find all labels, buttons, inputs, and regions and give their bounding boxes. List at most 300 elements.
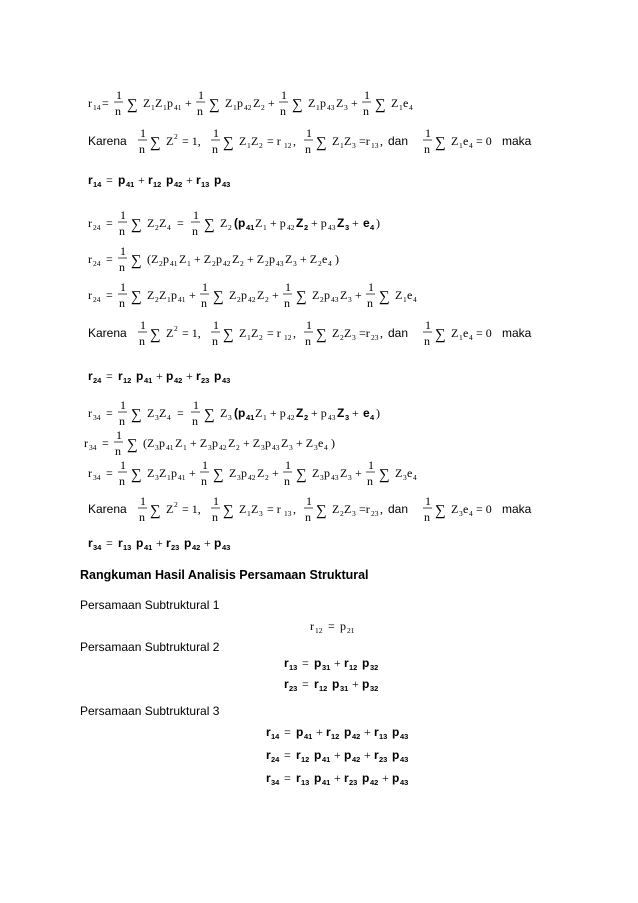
svg-text:13: 13 xyxy=(379,732,388,741)
svg-text:Z: Z xyxy=(175,436,183,450)
svg-text:r: r xyxy=(310,619,314,633)
svg-text:2: 2 xyxy=(340,333,344,342)
svg-text:+: + xyxy=(334,748,341,762)
svg-text:=: = xyxy=(284,771,291,785)
svg-text:Z: Z xyxy=(257,288,265,302)
svg-text:Z: Z xyxy=(220,216,228,230)
svg-text:12: 12 xyxy=(284,333,292,342)
svg-text:p: p xyxy=(166,173,174,187)
math-r14-result xyxy=(88,170,288,194)
svg-text:,: , xyxy=(380,326,383,340)
subtruktural-1-equation xyxy=(310,618,390,638)
svg-text:2: 2 xyxy=(304,223,309,232)
svg-text:4: 4 xyxy=(409,103,413,112)
svg-text:1: 1 xyxy=(364,88,370,102)
svg-text:p: p xyxy=(296,725,304,739)
svg-text:24: 24 xyxy=(93,259,101,268)
svg-text:n: n xyxy=(201,296,207,310)
svg-text:24: 24 xyxy=(93,295,101,304)
svg-text:r: r xyxy=(314,677,319,691)
svg-text:3: 3 xyxy=(348,295,352,304)
svg-text:3: 3 xyxy=(228,413,232,422)
svg-text:p: p xyxy=(241,288,247,302)
svg-text:42: 42 xyxy=(192,543,201,552)
svg-text:1: 1 xyxy=(213,126,219,140)
svg-text:1: 1 xyxy=(213,494,219,508)
svg-text:e: e xyxy=(407,288,413,302)
svg-text:n: n xyxy=(367,474,373,488)
svg-text:=: = xyxy=(106,536,113,550)
svg-text:42: 42 xyxy=(370,778,379,787)
svg-text:p: p xyxy=(392,748,400,762)
svg-text:24: 24 xyxy=(93,376,102,385)
subtruktural-3-equation-3 xyxy=(266,769,466,789)
svg-text:41: 41 xyxy=(178,473,186,482)
svg-text:+: + xyxy=(138,173,145,187)
svg-text:2: 2 xyxy=(228,223,232,232)
svg-text:p: p xyxy=(163,252,169,266)
svg-text:p: p xyxy=(214,536,222,550)
svg-text:r: r xyxy=(118,536,123,550)
svg-text:n: n xyxy=(115,444,121,458)
svg-text:r: r xyxy=(88,96,92,110)
svg-text:,: , xyxy=(293,326,296,340)
svg-text:41: 41 xyxy=(246,413,255,422)
svg-text:r: r xyxy=(166,536,171,550)
svg-text:1: 1 xyxy=(202,280,208,294)
svg-text:41: 41 xyxy=(178,295,186,304)
svg-text:4: 4 xyxy=(167,413,171,422)
svg-text:2: 2 xyxy=(236,443,240,452)
svg-text:∑: ∑ xyxy=(379,467,390,483)
svg-text:Z: Z xyxy=(395,466,403,480)
svg-text:= 1,: = 1, xyxy=(182,326,201,340)
svg-text:Z: Z xyxy=(344,326,352,340)
math-r24-line3 xyxy=(88,280,448,320)
svg-text:Z: Z xyxy=(253,96,261,110)
math-r34-line3 xyxy=(88,458,448,498)
equation-r24-result xyxy=(88,366,288,390)
svg-text:31: 31 xyxy=(340,684,349,693)
svg-text:2: 2 xyxy=(240,259,244,268)
svg-text:= 0: = 0 xyxy=(476,502,492,516)
svg-text:12: 12 xyxy=(301,755,310,764)
svg-text:+: + xyxy=(186,173,193,187)
svg-text:n: n xyxy=(284,296,290,310)
svg-text:r: r xyxy=(88,173,93,187)
svg-text:34: 34 xyxy=(89,443,97,452)
svg-text:∑: ∑ xyxy=(150,135,161,151)
svg-text:p: p xyxy=(344,748,352,762)
svg-text:1: 1 xyxy=(120,458,126,472)
svg-text:∑: ∑ xyxy=(435,503,446,519)
svg-text:Z: Z xyxy=(332,326,340,340)
svg-text:42: 42 xyxy=(248,295,256,304)
svg-text:∑: ∑ xyxy=(379,289,390,305)
svg-text:=: = xyxy=(177,216,184,230)
svg-text:+ Z: + Z xyxy=(194,252,212,266)
svg-text:42: 42 xyxy=(287,413,295,422)
svg-text:Z: Z xyxy=(229,466,237,480)
word-dan: dan xyxy=(388,502,409,516)
svg-text:+ Z: + Z xyxy=(296,436,314,450)
svg-text:n: n xyxy=(305,334,311,348)
svg-text:2: 2 xyxy=(259,141,263,150)
svg-text:p: p xyxy=(237,96,243,110)
math-sub3-eq2 xyxy=(266,746,466,766)
svg-text:Z: Z xyxy=(332,502,340,516)
svg-text:n: n xyxy=(119,414,125,428)
svg-text:Z: Z xyxy=(239,134,247,148)
svg-text:1: 1 xyxy=(167,473,171,482)
svg-text:(Z: (Z xyxy=(147,252,159,266)
svg-text:+: + xyxy=(156,536,163,550)
svg-text:Z: Z xyxy=(308,96,316,110)
svg-text:3: 3 xyxy=(348,473,352,482)
svg-text:): ) xyxy=(376,216,380,230)
svg-text:43: 43 xyxy=(328,413,336,422)
svg-text:42: 42 xyxy=(174,180,183,189)
svg-text:2: 2 xyxy=(155,223,159,232)
svg-text:p: p xyxy=(265,436,271,450)
svg-text:32: 32 xyxy=(370,663,379,672)
equation-r14-result xyxy=(88,170,288,194)
svg-text:42: 42 xyxy=(223,259,231,268)
svg-text:,: , xyxy=(380,134,383,148)
svg-text:p: p xyxy=(214,369,222,383)
svg-text:e: e xyxy=(322,252,328,266)
equation-r34-condition xyxy=(88,494,548,534)
svg-text:n: n xyxy=(119,296,125,310)
svg-text:2: 2 xyxy=(265,295,269,304)
svg-text:Z: Z xyxy=(251,326,259,340)
svg-text:Z: Z xyxy=(395,288,403,302)
word-maka: maka xyxy=(502,502,532,516)
subtruktural-2-equation-1 xyxy=(284,654,424,674)
math-sub3-eq1 xyxy=(266,723,466,743)
svg-text:1: 1 xyxy=(399,103,403,112)
svg-text:= r: = r xyxy=(267,134,281,148)
svg-text:3: 3 xyxy=(155,413,159,422)
svg-text:24: 24 xyxy=(93,223,101,232)
svg-text:e: e xyxy=(407,466,413,480)
math-r24-result xyxy=(88,366,288,390)
svg-text:r: r xyxy=(88,369,93,383)
svg-text:1: 1 xyxy=(425,318,431,332)
svg-text:1: 1 xyxy=(425,494,431,508)
svg-text:1: 1 xyxy=(340,141,344,150)
subtruktural-1-label: Persamaan Subtruktural 1 xyxy=(80,598,220,612)
svg-text:n: n xyxy=(284,474,290,488)
svg-text:Z: Z xyxy=(257,466,265,480)
subtruktural-3-equation-2 xyxy=(266,746,466,766)
svg-text:41: 41 xyxy=(322,755,331,764)
summary-heading: Rangkuman Hasil Analisis Persamaan Struktural xyxy=(80,568,369,582)
svg-text:r: r xyxy=(118,369,123,383)
svg-text:+: + xyxy=(272,466,279,480)
svg-text:43: 43 xyxy=(400,732,409,741)
svg-text:2: 2 xyxy=(265,473,269,482)
math-r24-line2 xyxy=(88,244,428,284)
svg-text:=: = xyxy=(106,216,113,230)
subtruktural-2-label: Persamaan Subtruktural 2 xyxy=(80,640,220,654)
equation-r14-derivation xyxy=(88,88,448,128)
svg-text:41: 41 xyxy=(174,103,182,112)
svg-text:r: r xyxy=(88,406,92,420)
svg-text:n: n xyxy=(367,296,373,310)
svg-text:1: 1 xyxy=(202,458,208,472)
svg-text:+: + xyxy=(355,466,362,480)
svg-text:41: 41 xyxy=(322,778,331,787)
svg-text:n: n xyxy=(363,104,369,118)
svg-text:+: + xyxy=(351,96,358,110)
svg-text:p: p xyxy=(212,436,218,450)
svg-text:Z: Z xyxy=(336,96,344,110)
svg-text:n: n xyxy=(212,142,218,156)
svg-text:p: p xyxy=(314,656,322,670)
svg-text:34: 34 xyxy=(93,413,101,422)
svg-text:Z: Z xyxy=(159,406,167,420)
svg-text:2: 2 xyxy=(237,295,241,304)
svg-text:Z: Z xyxy=(179,252,187,266)
svg-text:p: p xyxy=(136,536,144,550)
svg-text:1: 1 xyxy=(425,126,431,140)
svg-text:Z: Z xyxy=(391,96,399,110)
svg-text:2: 2 xyxy=(318,259,322,268)
svg-text:∑: ∑ xyxy=(435,135,446,151)
svg-text:=: = xyxy=(106,252,113,266)
svg-text:n: n xyxy=(119,260,125,274)
svg-text:∑: ∑ xyxy=(296,289,307,305)
svg-text:p: p xyxy=(362,771,370,785)
svg-text:41: 41 xyxy=(144,543,153,552)
word-dan: dan xyxy=(388,134,409,148)
svg-text:23: 23 xyxy=(349,778,358,787)
svg-text:p: p xyxy=(324,288,330,302)
svg-text:Z: Z xyxy=(166,502,174,516)
svg-text:41: 41 xyxy=(246,223,255,232)
svg-text:4: 4 xyxy=(469,509,473,518)
svg-text:∑: ∑ xyxy=(213,467,224,483)
svg-text:n: n xyxy=(192,414,198,428)
svg-text:12: 12 xyxy=(331,732,340,741)
svg-text:=: = xyxy=(328,619,335,633)
svg-text:n: n xyxy=(305,142,311,156)
svg-text:(p: (p xyxy=(234,406,246,420)
svg-text:Z: Z xyxy=(166,134,174,148)
svg-text:12: 12 xyxy=(284,141,292,150)
svg-text:+ Z: + Z xyxy=(247,252,265,266)
svg-text:+: + xyxy=(268,96,275,110)
svg-text:e: e xyxy=(463,502,469,516)
svg-text:p: p xyxy=(269,252,275,266)
svg-text:+: + xyxy=(316,725,323,739)
equation-r24-condition xyxy=(88,318,548,358)
svg-text:41: 41 xyxy=(166,443,174,452)
svg-text:∑: ∑ xyxy=(127,437,138,453)
svg-text:Z: Z xyxy=(251,134,259,148)
svg-text:+: + xyxy=(272,288,279,302)
svg-text:∑: ∑ xyxy=(150,503,161,519)
svg-text:3: 3 xyxy=(259,509,263,518)
svg-text:1: 1 xyxy=(306,126,312,140)
svg-text:43: 43 xyxy=(331,295,339,304)
svg-text:n: n xyxy=(424,510,430,524)
svg-text:2: 2 xyxy=(340,509,344,518)
svg-text:Z: Z xyxy=(159,288,167,302)
svg-text:Z: Z xyxy=(239,326,247,340)
svg-text:= 1,: = 1, xyxy=(182,134,201,148)
svg-text:Z: Z xyxy=(285,252,293,266)
svg-text:r: r xyxy=(88,288,92,302)
svg-text:Z: Z xyxy=(239,502,247,516)
svg-text:e: e xyxy=(318,436,324,450)
svg-text:4: 4 xyxy=(413,295,417,304)
svg-text:Z: Z xyxy=(344,134,352,148)
svg-text:=: = xyxy=(106,369,113,383)
svg-text:Z: Z xyxy=(159,216,167,230)
svg-text:=: = xyxy=(106,173,113,187)
svg-text:1: 1 xyxy=(120,244,126,258)
equation-r34-line3 xyxy=(88,458,448,498)
svg-text:3: 3 xyxy=(208,443,212,452)
word-maka: maka xyxy=(502,326,532,340)
svg-text:4: 4 xyxy=(370,223,375,232)
svg-text:Z: Z xyxy=(337,406,345,420)
svg-text:1: 1 xyxy=(213,318,219,332)
svg-text:+ Z: + Z xyxy=(243,436,261,450)
svg-text:3: 3 xyxy=(352,509,356,518)
svg-text:r: r xyxy=(88,466,92,480)
svg-text:3: 3 xyxy=(293,259,297,268)
svg-text:r: r xyxy=(344,771,349,785)
svg-text:42: 42 xyxy=(287,223,295,232)
svg-text:23: 23 xyxy=(379,755,388,764)
svg-text:Z: Z xyxy=(143,96,151,110)
svg-text:4: 4 xyxy=(328,259,332,268)
svg-text:Z: Z xyxy=(220,406,228,420)
svg-text:12: 12 xyxy=(349,663,358,672)
svg-text:r: r xyxy=(196,369,201,383)
svg-text:p: p xyxy=(344,725,352,739)
svg-text:3: 3 xyxy=(345,413,350,422)
svg-text:42: 42 xyxy=(352,732,361,741)
svg-text:41: 41 xyxy=(144,376,153,385)
svg-text:∑: ∑ xyxy=(204,217,215,233)
svg-text:2: 2 xyxy=(174,324,178,333)
svg-text:23: 23 xyxy=(371,333,379,342)
svg-text:43: 43 xyxy=(222,180,231,189)
svg-text:34: 34 xyxy=(93,473,101,482)
svg-text:=: = xyxy=(106,466,113,480)
svg-text:r: r xyxy=(344,656,349,670)
svg-text:= r: = r xyxy=(267,502,281,516)
svg-text:43: 43 xyxy=(222,376,231,385)
svg-text:1: 1 xyxy=(116,428,122,442)
svg-text:Z: Z xyxy=(340,466,348,480)
svg-text:24: 24 xyxy=(271,755,280,764)
svg-text:r: r xyxy=(196,173,201,187)
svg-text:13: 13 xyxy=(289,663,298,672)
svg-text:=: = xyxy=(302,677,309,691)
svg-text:23: 23 xyxy=(201,376,210,385)
math-sub2-eq2 xyxy=(284,675,424,695)
svg-text:∑: ∑ xyxy=(223,135,234,151)
svg-text:1: 1 xyxy=(247,509,251,518)
svg-text:1: 1 xyxy=(403,295,407,304)
svg-text:42: 42 xyxy=(219,443,227,452)
svg-text:Z: Z xyxy=(344,502,352,516)
subtruktural-2-equation-2 xyxy=(284,675,424,695)
equation-r14-condition xyxy=(88,126,548,166)
svg-text:r: r xyxy=(374,748,379,762)
svg-text:n: n xyxy=(212,510,218,524)
svg-text:∑: ∑ xyxy=(292,97,303,113)
svg-text:3: 3 xyxy=(345,223,350,232)
svg-text:1: 1 xyxy=(151,103,155,112)
svg-text:+: + xyxy=(364,725,371,739)
svg-text:n: n xyxy=(201,474,207,488)
svg-text:3: 3 xyxy=(352,141,356,150)
svg-text:Z: Z xyxy=(251,502,259,516)
svg-text:Z: Z xyxy=(225,96,233,110)
svg-text:n: n xyxy=(424,334,430,348)
svg-text:n: n xyxy=(119,474,125,488)
svg-text:Z: Z xyxy=(147,216,155,230)
svg-text:3: 3 xyxy=(155,443,159,452)
svg-text:+ Z: + Z xyxy=(190,436,208,450)
svg-text:n: n xyxy=(424,142,430,156)
equation-r24-line3 xyxy=(88,280,448,320)
svg-text:r: r xyxy=(148,173,153,187)
svg-text:2: 2 xyxy=(320,295,324,304)
svg-text:∑: ∑ xyxy=(127,97,138,113)
math-r24-line1 xyxy=(88,208,448,248)
svg-text:n: n xyxy=(305,510,311,524)
svg-text:=: = xyxy=(177,406,184,420)
svg-text:43: 43 xyxy=(400,778,409,787)
svg-text:Z: Z xyxy=(228,436,236,450)
svg-text:+: + xyxy=(352,677,359,691)
svg-text:,: , xyxy=(293,502,296,516)
svg-text:Z: Z xyxy=(281,436,289,450)
svg-text:42: 42 xyxy=(352,755,361,764)
svg-text:Z: Z xyxy=(147,288,155,302)
svg-text:n: n xyxy=(115,104,121,118)
svg-text:Z: Z xyxy=(147,406,155,420)
svg-text:3: 3 xyxy=(261,443,265,452)
svg-text:n: n xyxy=(280,104,286,118)
svg-text:1: 1 xyxy=(116,88,122,102)
svg-text:Z: Z xyxy=(296,216,304,230)
svg-text:r: r xyxy=(88,252,92,266)
svg-text:Z: Z xyxy=(229,288,237,302)
svg-text:34: 34 xyxy=(93,543,102,552)
svg-text:2: 2 xyxy=(212,259,216,268)
svg-text:13: 13 xyxy=(371,141,379,150)
svg-text:p: p xyxy=(167,96,173,110)
svg-text:+: + xyxy=(204,536,211,550)
svg-text:1: 1 xyxy=(285,458,291,472)
svg-text:1: 1 xyxy=(247,141,251,150)
svg-text:p: p xyxy=(332,677,340,691)
svg-text:Z: Z xyxy=(255,216,263,230)
svg-text:3: 3 xyxy=(352,333,356,342)
svg-text:23: 23 xyxy=(289,684,298,693)
math-sub2-eq1 xyxy=(284,654,424,674)
svg-text:∑: ∑ xyxy=(131,407,142,423)
svg-text:∑: ∑ xyxy=(150,327,161,343)
